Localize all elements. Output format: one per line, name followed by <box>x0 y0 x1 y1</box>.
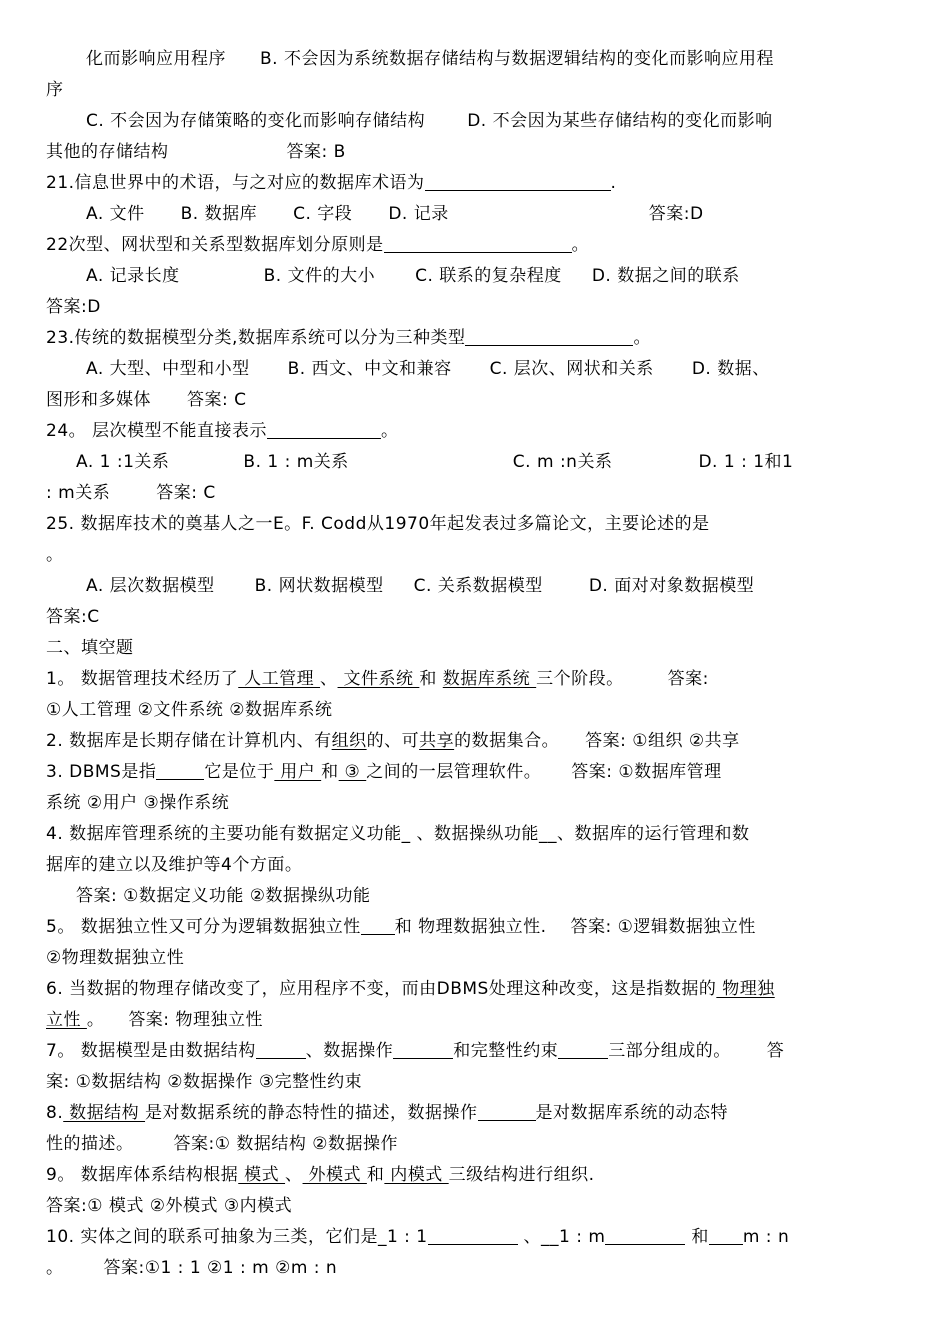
f3-line-2 <box>46 788 908 819</box>
q24-line-3 <box>46 478 908 509</box>
f6-underline-2: 立性 <box>46 1010 87 1030</box>
f1-text-d: 三个阶段。 <box>536 669 624 689</box>
q21-option-b: B. 数据库 <box>180 204 258 224</box>
q20-line-3 <box>46 106 908 137</box>
f9-text-c: 和 <box>366 1165 385 1185</box>
f1-text-c: 和 <box>419 669 443 689</box>
f2-underline-1: 组织 <box>331 731 367 751</box>
q20-option-d-tail: 其他的存储结构 <box>46 142 169 162</box>
q21-options <box>46 199 908 230</box>
f1-underline-3: 数据库系统 <box>442 669 537 689</box>
f9-text-b: 、 <box>285 1165 303 1185</box>
f7-line-2 <box>46 1067 908 1098</box>
f5-line-2 <box>46 943 908 974</box>
f10-answer: 答案:①1 : 1 ②1 : m ②m : n <box>103 1258 338 1278</box>
q22-option-d: D. 数据之间的联系 <box>591 266 740 286</box>
f8-line-1 <box>46 1098 908 1129</box>
q23-option-d-tail: 图形和多媒体 <box>46 390 151 410</box>
f7-blank-3 <box>558 1038 608 1059</box>
f2-line-1 <box>46 726 908 757</box>
f3-text-c: 和 <box>321 762 339 782</box>
f3-answer-tail: 系统 ②用户 ③操作系统 <box>46 793 230 813</box>
f8-line-2 <box>46 1129 908 1160</box>
f10-blank-3 <box>709 1224 743 1245</box>
f9-underline-1: 模式 <box>238 1165 286 1185</box>
f6-underline-1: 物理独 <box>716 979 775 999</box>
q20-line-4 <box>46 137 908 168</box>
q21-stem <box>46 168 908 199</box>
f7-answer-label: 答 <box>766 1041 785 1061</box>
f6-text-b: 。 <box>86 1010 111 1030</box>
f9-underline-3: 内模式 <box>384 1165 449 1185</box>
f8-text-a: 8. <box>46 1103 64 1123</box>
f9-text-d: 三级结构进行组织. <box>448 1165 595 1185</box>
q20-option-c: C. 不会因为存储策略的变化而影响存储结构 <box>86 111 426 131</box>
f2-underline-2: 共享 <box>419 731 455 751</box>
q25-option-b: B. 网状数据模型 <box>254 576 384 596</box>
f9-answer: 答案:① 模式 ②外模式 ③内模式 <box>46 1196 293 1216</box>
q23-option-c: C. 层次、网状和关系 <box>489 359 654 379</box>
f9-line-2 <box>46 1191 908 1222</box>
q21-stem-end: . <box>610 173 617 193</box>
document-page <box>46 44 908 1284</box>
q20-answer: 答案: B <box>286 142 346 162</box>
f10-line-1 <box>46 1222 908 1253</box>
q24-option-d-tail: : m关系 <box>46 483 111 503</box>
q24-stem-text: 24。 层次模型不能直接表示 <box>46 421 268 441</box>
f1-text-b: 、 <box>320 669 338 689</box>
q21-option-c: C. 字段 <box>293 204 353 224</box>
section-heading-text: 二、填空题 <box>46 638 134 658</box>
q25-stem-end <box>46 540 908 571</box>
f7-text-a: 7。 数据模型是由数据结构 <box>46 1041 256 1061</box>
q21-option-a: A. 文件 <box>86 204 145 224</box>
f5-text-b: 和 物理数据独立性. <box>394 917 547 937</box>
f3-underline-2: ③ <box>338 762 367 782</box>
f4-line-3 <box>46 881 908 912</box>
f5-blank <box>361 914 395 935</box>
f8-text-c: 是对数据库系统的动态特 <box>535 1103 729 1123</box>
q25-option-c: C. 关系数据模型 <box>413 576 543 596</box>
q22-blank <box>384 232 572 253</box>
f1-underline-2: 文件系统 <box>337 669 420 689</box>
q23-answer: 答案: C <box>187 390 247 410</box>
q24-option-d: D. 1 : 1和1 <box>698 452 794 472</box>
q25-option-d: D. 面对对象数据模型 <box>588 576 755 596</box>
q21-stem-text: 21.信息世界中的术语，与之对应的数据库术语为 <box>46 173 425 193</box>
q20-option-a-tail: 化而影响应用程序 <box>86 49 226 69</box>
q20-option-b: B. 不会因为系统数据存储结构与数据逻辑结构的变化而影响应用程 <box>260 49 774 69</box>
f8-underline-1: 数据结构 <box>63 1103 146 1123</box>
f7-text-d: 三部分组成的。 <box>608 1041 731 1061</box>
f10-text-a: 10. 实体之间的联系可抽象为三类，它们是_1 : 1 <box>46 1227 428 1247</box>
f4-text-2: 据库的建立以及维护等4个方面。 <box>46 855 303 875</box>
q20-option-d: D. 不会因为某些存储结构的变化而影响 <box>467 111 773 131</box>
q22-option-c: C. 联系的复杂程度 <box>415 266 562 286</box>
q25-stem-text: 25. 数据库技术的奠基人之一E。F. Codd从1970年起发表过多篇论文，主要论述的是 <box>46 514 710 534</box>
f1-text-a: 1。 数据管理技术经历了 <box>46 669 239 689</box>
q24-blank <box>267 418 381 439</box>
f3-line-1 <box>46 757 908 788</box>
q24-option-b: B. 1 : m关系 <box>243 452 349 472</box>
q24-stem <box>46 416 908 447</box>
q23-stem-end: 。 <box>633 328 651 348</box>
q20-option-b-tail: 序 <box>46 80 64 100</box>
f10-line-2 <box>46 1253 908 1284</box>
q23-line-3 <box>46 385 908 416</box>
f1-line-1 <box>46 664 908 695</box>
f1-answer-label: 答案: <box>667 669 709 689</box>
q22-stem-text: 22次型、网状型和关系型数据库划分原则是 <box>46 235 384 255</box>
f9-line-1 <box>46 1160 908 1191</box>
q23-option-d: D. 数据、 <box>691 359 770 379</box>
f7-text-c: 和完整性约束 <box>453 1041 559 1061</box>
q23-options <box>46 354 908 385</box>
f6-line-2 <box>46 1005 908 1036</box>
f3-underline-1: 用户 <box>274 762 322 782</box>
f8-text-d: 性的描述。 <box>46 1134 134 1154</box>
f10-blank-1 <box>428 1224 518 1245</box>
q22-answer-line <box>46 292 908 323</box>
f3-answer: 答案: ①数据库管理 <box>571 762 722 782</box>
q23-blank <box>465 325 633 346</box>
f5-line-1 <box>46 912 908 943</box>
f2-text-c: 的数据集合。 <box>454 731 560 751</box>
f4-line-1 <box>46 819 908 850</box>
f10-text-c: 和 <box>685 1227 709 1247</box>
f8-answer: 答案:① 数据结构 ②数据操作 <box>173 1134 399 1154</box>
f3-text-b: 它是位于 <box>204 762 275 782</box>
q23-stem-text: 23.传统的数据模型分类,数据库系统可以分为三种类型 <box>46 328 466 348</box>
f5-text-a: 5。 数据独立性又可分为逻辑数据独立性 <box>46 917 361 937</box>
q25-answer: 答案:C <box>46 607 100 627</box>
q22-stem-end: 。 <box>571 235 590 255</box>
q22-stem <box>46 230 908 261</box>
f7-text-b: 、数据操作 <box>305 1041 394 1061</box>
f8-text-b: 是对数据系统的静态特性的描述，数据操作 <box>145 1103 478 1123</box>
f1-underline-1: 人工管理 <box>238 669 321 689</box>
f1-answer: ①人工管理 ②文件系统 ②数据库系统 <box>46 700 333 720</box>
q22-option-a: A. 记录长度 <box>86 266 180 286</box>
f9-text-a: 9。 数据库体系结构根据 <box>46 1165 239 1185</box>
q25-answer-line <box>46 602 908 633</box>
q25-option-a: A. 层次数据模型 <box>86 576 215 596</box>
f10-text-b: 、__1 : m <box>517 1227 606 1247</box>
f4-line-2 <box>46 850 908 881</box>
f4-text-1: 4. 数据库管理系统的主要功能有数据定义功能_ 、数据操纵功能__、数据库的运行管理和数 <box>46 824 750 844</box>
q22-answer: 答案:D <box>46 297 101 317</box>
f1-line-2 <box>46 695 908 726</box>
f8-blank <box>478 1100 536 1121</box>
q22-option-b: B. 文件的大小 <box>263 266 376 286</box>
f7-answer: 案: ①数据结构 ②数据操作 ③完整性约束 <box>46 1072 363 1092</box>
q24-option-a: A. 1 :1关系 <box>76 452 170 472</box>
f7-blank-1 <box>256 1038 306 1059</box>
q23-stem <box>46 323 908 354</box>
f3-text-a: 3. DBMS是指 <box>46 762 157 782</box>
f10-blank-2 <box>605 1224 685 1245</box>
f4-answer: 答案: ①数据定义功能 ②数据操纵功能 <box>76 886 371 906</box>
q24-stem-end: 。 <box>381 421 399 441</box>
f3-text-d: 之间的一层管理软件。 <box>366 762 542 782</box>
f7-blank-2 <box>393 1038 453 1059</box>
f10-text-d: m : n <box>742 1227 790 1247</box>
f3-blank <box>156 759 204 780</box>
q25-stem-end-text: 。 <box>46 545 64 565</box>
q24-options <box>46 447 908 478</box>
q20-line-2 <box>46 75 908 106</box>
q25-stem <box>46 509 908 540</box>
q22-options <box>46 261 908 292</box>
q21-blank <box>425 170 611 191</box>
f9-underline-2: 外模式 <box>302 1165 367 1185</box>
f2-text-a: 2. 数据库是长期存储在计算机内、有 <box>46 731 332 751</box>
q21-option-d: D. 记录 <box>388 204 449 224</box>
f6-line-1 <box>46 974 908 1005</box>
f7-line-1 <box>46 1036 908 1067</box>
f2-text-b: 的、可 <box>366 731 420 751</box>
f6-text-a: 6. 当数据的物理存储改变了，应用程序不变，而由DBMS处理这种改变，这是指数据的 <box>46 979 717 999</box>
q24-option-c: C. m :n关系 <box>512 452 613 472</box>
f5-answer-tail: ②物理数据独立性 <box>46 948 185 968</box>
section-heading <box>46 633 908 664</box>
f6-answer: 答案: 物理独立性 <box>128 1010 263 1030</box>
q24-answer: 答案: C <box>156 483 216 503</box>
q21-answer: 答案:D <box>648 204 704 224</box>
q20-line-1 <box>46 44 908 75</box>
f10-text-e: 。 <box>46 1258 64 1278</box>
f2-answer: 答案: ①组织 ②共享 <box>585 731 740 751</box>
q23-option-a: A. 大型、中型和小型 <box>86 359 250 379</box>
q25-options <box>46 571 908 602</box>
f5-answer: 答案: ①逻辑数据独立性 <box>570 917 756 937</box>
q23-option-b: B. 西文、中文和兼容 <box>287 359 452 379</box>
